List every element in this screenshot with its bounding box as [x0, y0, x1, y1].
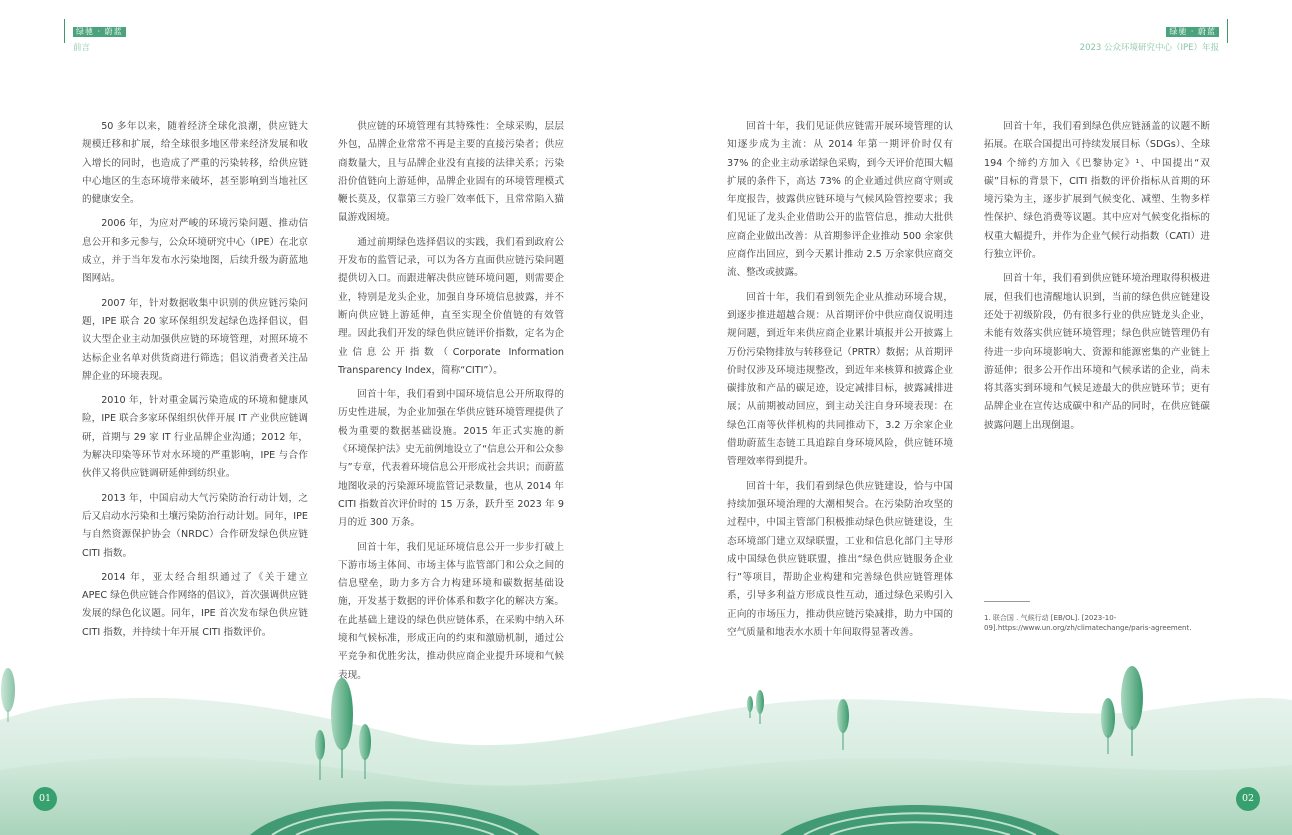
- paragraph: 回首十年，我们见证环境信息公开一步步打破上下游市场主体间、市场主体与监管部门和公众之间的信息壁垒，助力多方合力构建环境和碳数据基础设施，开发基于数据的评价体系和数字化的解决方案。在此基础上建设的绿色供应链体系，在采购中纳入环境和气候标准，形成正向的约束和激励机制，通过公平竞争和优胜劣汰，推动供应商企业提升环境和气候表现。: [338, 541, 564, 681]
- header-left: [64, 19, 126, 53]
- section-title: 前言: [73, 43, 91, 53]
- header-left-tag: 绿驰 · 蔚蓝: [73, 27, 126, 37]
- paragraph: 50 多年以来，随着经济全球化浪潮，供应链大规模迁移和扩展，给全球很多地区带来经济发展和收入增长的同时，也造成了严重的污染转移，给供应链中心地区的生态环境带来破坏，甚至影响到当地社区的健康安全。: [82, 121, 308, 206]
- landscape-illustration: [0, 640, 1292, 835]
- paragraph: 通过前期绿色选择倡议的实践，我们看到政府公开发布的监管记录，可以为各方直面供应链污染问题提供切入口。而跟进解决供应链环境问题，则需要企业，特别是龙头企业，加强自身环境信息披露，并不断向供应链上游延伸，直至实现全价值链的有效管理。因此我们开发的绿色供应链评价指数，定名为企业信息公开指数（Corporate Information Transparency Index，简称“CITI”）。: [338, 236, 564, 376]
- paragraph: 回首十年，我们看到绿色供应链涵盖的议题不断拓展。在联合国提出可持续发展目标（SDGs）、全球 194 个缔约方加入《巴黎协定》¹、中国提出“双碳”目标的背景下，CITI 指数的评价指标从首期的环境污染为主，逐步扩展到气候变化、减塑、生物多样性保护、绿色消费等议题。其中应对气候变化指标的权重大幅提升，并作为企业气候行动指数（CATI）进行独立评价。: [984, 121, 1210, 261]
- page-number-right: 02: [1236, 787, 1260, 811]
- paragraph: 2014 年，亚太经合组织通过了《关于建立 APEC 绿色供应链合作网络的倡议》，首次强调供应链发展的绿色化议题。同年，IPE 首次发布绿色供应链 CITI 指数，并持续十年开展 CITI 指数评价。: [82, 571, 308, 638]
- paragraph: 供应链的环境管理有其特殊性：全球采购，层层外包，品牌企业常常不再是主要的直接污染者；供应商数量大，且与品牌企业没有直接的法律关系；污染沿价值链向上游延伸，品牌企业固有的环境管理模式鞭长莫及，仅靠第三方验厂效率低下，且常常陷入猫鼠游戏困境。: [338, 121, 564, 224]
- paragraph: 2006 年，为应对严峻的环境污染问题、推动信息公开和多元参与，公众环境研究中心（IPE）在北京成立，并于当年发布水污染地图，后续升级为蔚蓝地图网站。: [82, 218, 308, 285]
- paragraph: 回首十年，我们看到绿色供应链建设，恰与中国持续加强环境治理的大潮相契合。在污染防治攻坚的过程中，中国主管部门积极推动绿色供应链建设，生态环境部门建立双绿联盟，工业和信息化部门主导形成中国绿色供应链联盟，推出“绿色供应链服务企业行”等项目，帮助企业构建和完善绿色供应链管理体系，引导多利益方形成良性互动，通过绿色采购引入正向的市场压力，推动供应链污染减排，助力中国的空气质量和地表水水质十年间取得显著改善。: [727, 480, 953, 639]
- text-column-2: [338, 118, 564, 691]
- paragraph: 回首十年，我们看到中国环境信息公开所取得的历史性进展，为企业加强在华供应链环境管理提供了极为重要的数据基础设施。2015 年正式实施的新《环境保护法》史无前例地设立了“信息公开和公众参与”专章，代表着环境信息公开形成社会共识；而蔚蓝地图收录的污染源环境监管记录数量，也从 2014 年 CITI 指数首次评价时的 15 万条，跃升至 2023 年 9 月的近 300 万条。: [338, 389, 564, 529]
- paragraph: 2013 年，中国启动大气污染防治行动计划，之后又启动水污染和土壤污染防治行动计划。同年，IPE 与自然资源保护协会（NRDC）合作研发绿色供应链 CITI 指数。: [82, 492, 308, 559]
- paragraph: 回首十年，我们看到供应链环境治理取得积极进展，但我们也清醒地认识到，当前的绿色供应链建设还处于初级阶段，仍有很多行业的供应链龙头企业，未能有效落实供应链环境管理；绿色供应链管理仍有待进一步向环境影响大、资源和能源密集的产业链上游延伸；很多公开作出环境和气候承诺的企业，尚未将其落实到环境和气候足迹最大的供应链环节；更有品牌企业在宣传达成碳中和产品的同时，在供应链碳披露问题上出现倒退。: [984, 273, 1210, 431]
- report-title: 2023 公众环境研究中心（IPE）年报: [1079, 43, 1219, 53]
- tree: [1, 668, 15, 722]
- paragraph: 2007 年，针对数据收集中识别的供应链污染问题，IPE 联合 20 家环保组织发起绿色选择倡议，倡议大型企业主动加强供应链的环境管理，对照环境不达标企业名单对供货商进行筛选；倡议消费者关注品牌企业的环境表现。: [82, 297, 308, 382]
- page-number-left: 01: [33, 787, 57, 811]
- paragraph: 回首十年，我们见证供应链需开展环境管理的认知逐步成为主流：从 2014 年第一期评价时仅有 37% 的企业主动承诺绿色采购，到今天评价范围大幅扩展的条件下，高达 73% 的企业通过供应商守则或年度报告，披露供应链环境与气候风险管控要求；我们见证了龙头企业借助公开的监管信息，推动大批供应商企业做出改善：从首期参评企业推动 500 余家供应商作出回应，到今天累计推动 2.5 万余家供应商交流、整改或披露。: [727, 121, 953, 279]
- footnote: 1. 联合国 . 气候行动 [EB/OL]. [2023-10-09].https://www.un.org/zh/climatechange/paris-agreement.: [984, 614, 1192, 632]
- paragraph: 回首十年，我们看到领先企业从推动环境合规，到逐步推进超越合规：从首期评价中供应商仅说明违规问题，到近年来供应商企业累计填报并公开披露上万份污染物排放与转移登记（PRTR）数据；从首期评价时仅涉及环境违规整改，到近年来核算和披露企业碳排放和产品的碳足迹，设定减排目标，披露减排进展；从前期被动回应，到主动关注自身环境表现：在绿色江南等伙伴机构的共同推动下，3.2 万余家企业借助蔚蓝生态链工具追踪自身环境风险，供应链环境管理效率得到提升。: [727, 291, 953, 468]
- text-column-1: [82, 118, 308, 648]
- header-right-tag: 绿驰 · 蔚蓝: [1166, 27, 1219, 37]
- footnote-divider: [984, 601, 1030, 602]
- text-column-4: [984, 118, 1210, 441]
- paragraph: 2010 年，针对重金属污染造成的环境和健康风险，IPE 联合多家环保组织伙伴开展 IT 产业供应链调研，首期与 29 家 IT 行业品牌企业沟通；2012 年，为解决印染等环节对水环境的严重影响，IPE 与合作伙伴又将供应链调研延伸到纺织业。: [82, 395, 308, 480]
- text-column-3: [727, 118, 953, 648]
- header-right: [1079, 19, 1228, 53]
